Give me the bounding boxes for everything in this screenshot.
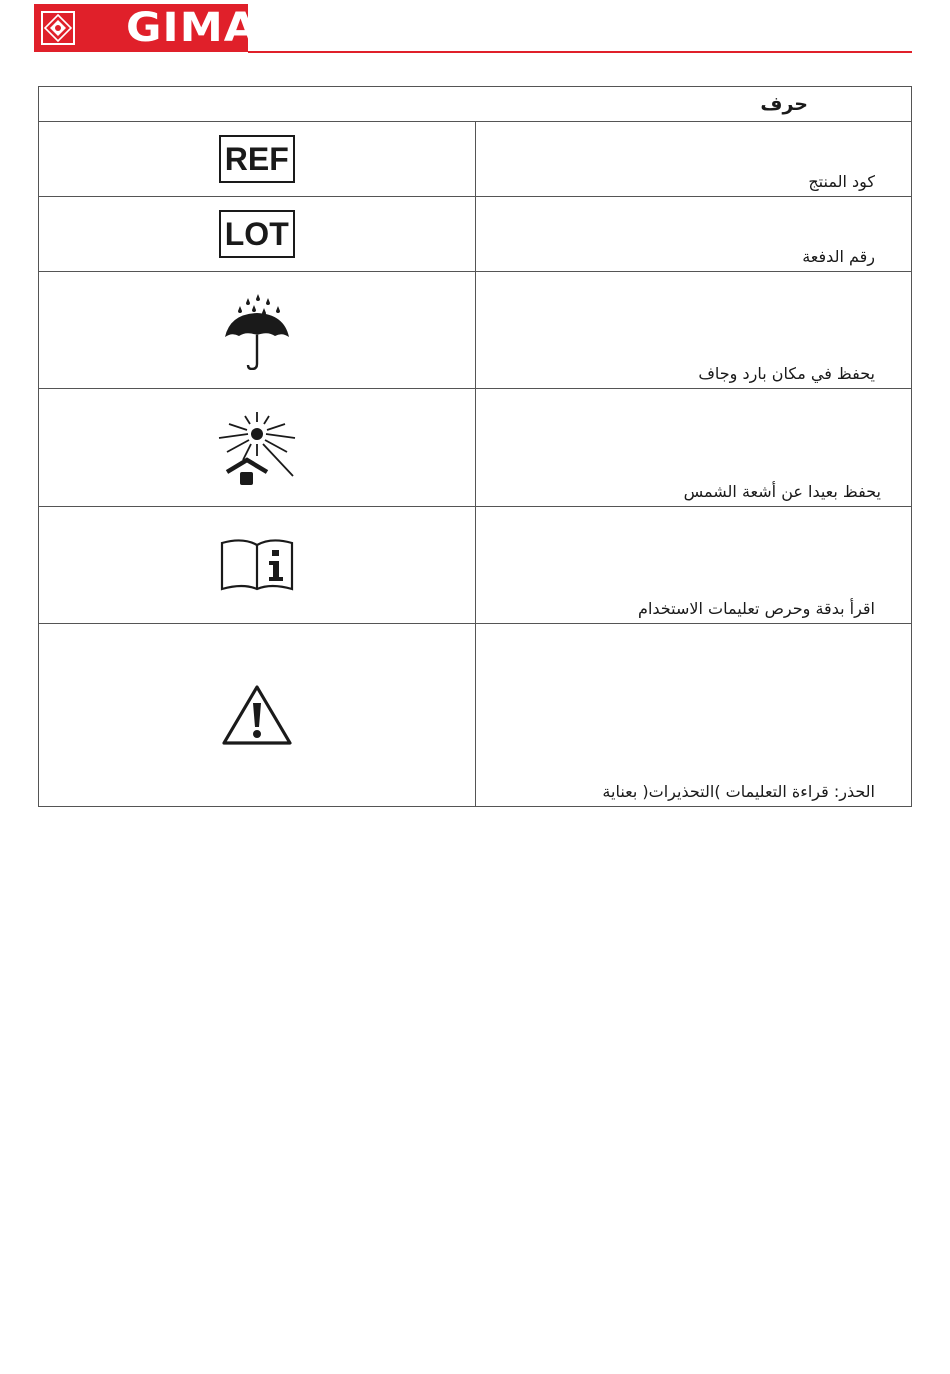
description-cell: كود المنتج <box>475 122 912 197</box>
header-divider <box>248 51 912 53</box>
description-cell: رقم الدفعة <box>475 197 912 272</box>
gima-emblem-icon <box>41 11 75 45</box>
gima-logo <box>34 4 258 52</box>
symbol-cell <box>39 507 476 624</box>
brand-name: GIMA <box>125 5 258 51</box>
description-cell: الحذر: قراءة التعليمات )التحذيرات( بعناية <box>475 624 912 807</box>
symbol-cell <box>39 197 476 272</box>
table-row <box>39 197 912 272</box>
read-instructions-icon <box>219 537 295 593</box>
table-row <box>39 507 912 624</box>
table-row <box>39 122 912 197</box>
lot-icon: LOT <box>219 210 295 258</box>
symbol-cell <box>39 389 476 507</box>
keep-dry-umbrella-icon <box>222 290 292 370</box>
warning-triangle-icon <box>221 683 293 747</box>
symbols-table <box>38 86 912 807</box>
description-cell: اقرأ بدقة وحرص تعليمات الاستخدام <box>475 507 912 624</box>
keep-away-from-sunlight-icon <box>215 410 299 486</box>
table-row <box>39 624 912 807</box>
symbol-cell <box>39 122 476 197</box>
symbol-cell <box>39 624 476 807</box>
table-heading: حرف <box>39 87 912 122</box>
table-row <box>39 272 912 389</box>
description-cell: يحفظ في مكان بارد وجاف <box>475 272 912 389</box>
table-row <box>39 389 912 507</box>
description-cell: يحفظ بعيدا عن أشعة الشمس <box>475 389 912 507</box>
table-header-row <box>39 87 912 122</box>
ref-icon: REF <box>219 135 295 183</box>
symbol-cell <box>39 272 476 389</box>
